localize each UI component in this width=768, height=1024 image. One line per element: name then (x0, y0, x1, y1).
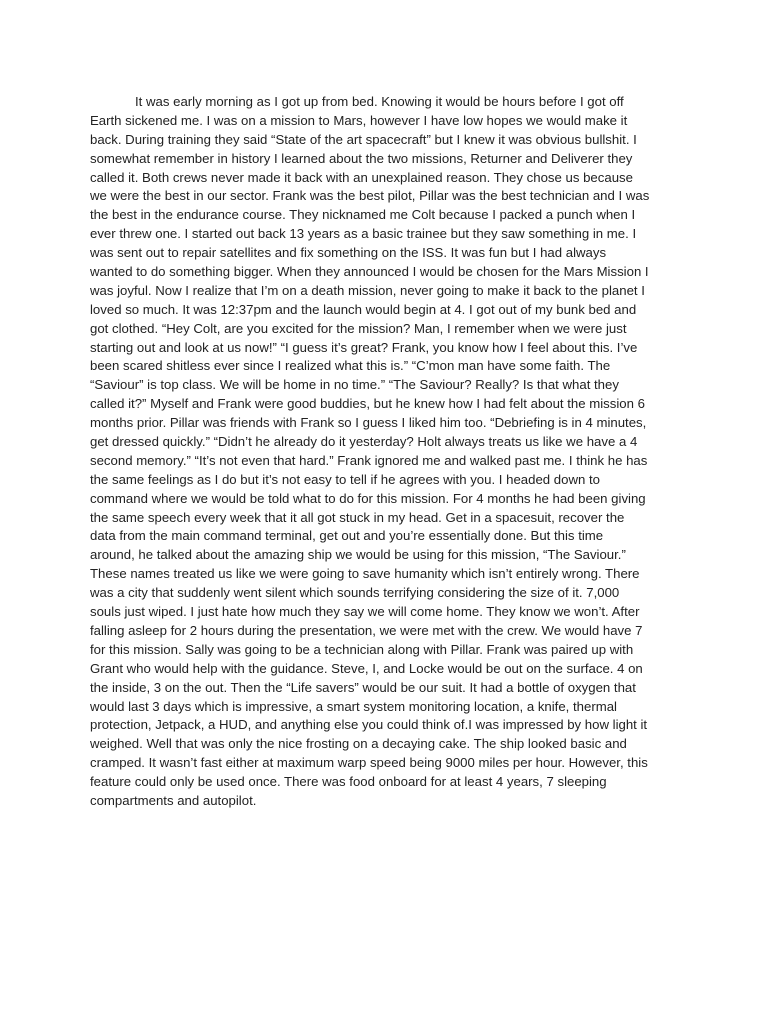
paragraph-line: loved so much. It was 12:37pm and the launch would begin at 4. I got out of my bunk bed and (90, 301, 637, 317)
paragraph-line: called it?” Myself and Frank were good buddies, but he knew how I had felt about the mission 6 (90, 396, 645, 412)
paragraph-line: falling asleep for 2 hours during the presentation, we were met with the crew. We would have 7 (90, 622, 643, 638)
paragraph-line: command where we would be told what to do for this mission. For 4 months he had been giving (90, 490, 646, 506)
paragraph-line: Earth sickened me. I was on a mission to Mars, however I have low hopes we would make it (90, 112, 628, 128)
paragraph-line: called it. Both crews never made it back with an unexplained reason. They chose us because (90, 169, 633, 185)
paragraph-line: for this mission. Sally was going to be a technician along with Pillar. Frank was paired up with (90, 641, 634, 657)
paragraph-line: would last 3 days which is impressive, a smart system monitoring location, a knife, thermal (90, 698, 617, 714)
paragraph-line: second memory.” “It’s not even that hard.” Frank ignored me and walked past me. I think he has (90, 452, 648, 468)
paragraph-line: the same feelings as I do but it’s not easy to tell if he agrees with you. I headed down to (90, 471, 600, 487)
paragraph-line: got clothed. “Hey Colt, are you excited for the mission? Man, I remember when we were just (90, 320, 627, 336)
paragraph-line: “Saviour” is top class. We will be home in no time.” “The Saviour? Really? Is that what they (90, 377, 619, 393)
paragraph-line: data from the main command terminal, get out and you’re essentially done. But this time (90, 528, 604, 544)
paragraph-line: get dressed quickly.” “Didn’t he already do it yesterday? Holt always treats us like we have a 4 (90, 434, 638, 450)
paragraph-line: Grant who would help with the guidance. Steve, I, and Locke would be out on the surface. 4 on (90, 660, 643, 676)
paragraph-line: somewhat remember in history I learned about the two missions, Returner and Deliverer they (90, 150, 633, 166)
paragraph-line: cramped. It wasn’t fast either at maximum warp speed being 9000 miles per hour. However, this (90, 755, 648, 771)
paragraph-line: starting out and look at us now!” “I guess it’s great? Frank, you know how I feel about this. I’ve (90, 339, 638, 355)
paragraph-line: the best in the endurance course. They nicknamed me Colt because I packed a punch when I (90, 207, 636, 223)
paragraph-line: back. During training they said “State of the art spacecraft” but I knew it was obvious bullshit. I (90, 131, 637, 147)
paragraph-line: protection, Jetpack, a HUD, and anything else you could think of.I was impressed by how light it (90, 717, 648, 733)
paragraph-line: weighed. Well that was only the nice frosting on a decaying cake. The ship looked basic and (90, 736, 627, 752)
paragraph-line: the inside, 3 on the out. Then the “Life savers” would be our suit. It had a bottle of oxygen that (90, 679, 636, 695)
paragraph-line: It was early morning as I got up from bed. Knowing it would be hours before I got off (135, 94, 624, 109)
paragraph-line: months prior. Pillar was friends with Frank so I guess I liked him too. “Debriefing is in 4 minutes, (90, 415, 647, 431)
paragraph-line: souls just wiped. I just hate how much they say we will come home. They know we won’t. After (90, 604, 640, 620)
paragraph-line: feature could only be used once. There was food onboard for at least 4 years, 7 sleeping (90, 774, 607, 790)
story-paragraph (90, 93, 690, 811)
paragraph-line: These names treated us like we were going to save humanity which isn’t entirely wrong. There (90, 566, 640, 582)
paragraph-line: the same speech every week that it all got stuck in my head. Get in a spacesuit, recover the (90, 509, 625, 525)
paragraph-line: around, he talked about the amazing ship we would be using for this mission, “The Saviour.” (90, 547, 626, 563)
paragraph-line: been scared shitless ever since I realized what this is.” “C’mon man have some faith. The (90, 358, 611, 374)
paragraph-line: compartments and autopilot. (90, 792, 257, 808)
paragraph-line: wanted to do something bigger. When they announced I would be chosen for the Mars Mission I (90, 264, 649, 280)
paragraph-line: was sent out to repair satellites and fix something on the ISS. It was fun but I had always (90, 245, 607, 261)
paragraph-line: was a city that suddenly went silent which sounds terrifying considering the size of it. 7,000 (90, 585, 620, 601)
paragraph-line: was joyful. Now I realize that I’m on a death mission, never going to make it back to the planet I (90, 282, 645, 298)
paragraph-line: we were the best in our sector. Frank was the best pilot, Pillar was the best technician and I was (90, 188, 650, 204)
paragraph-line: ever threw one. I started out back 13 years as a basic trainee but they saw something in me. I (90, 226, 637, 242)
